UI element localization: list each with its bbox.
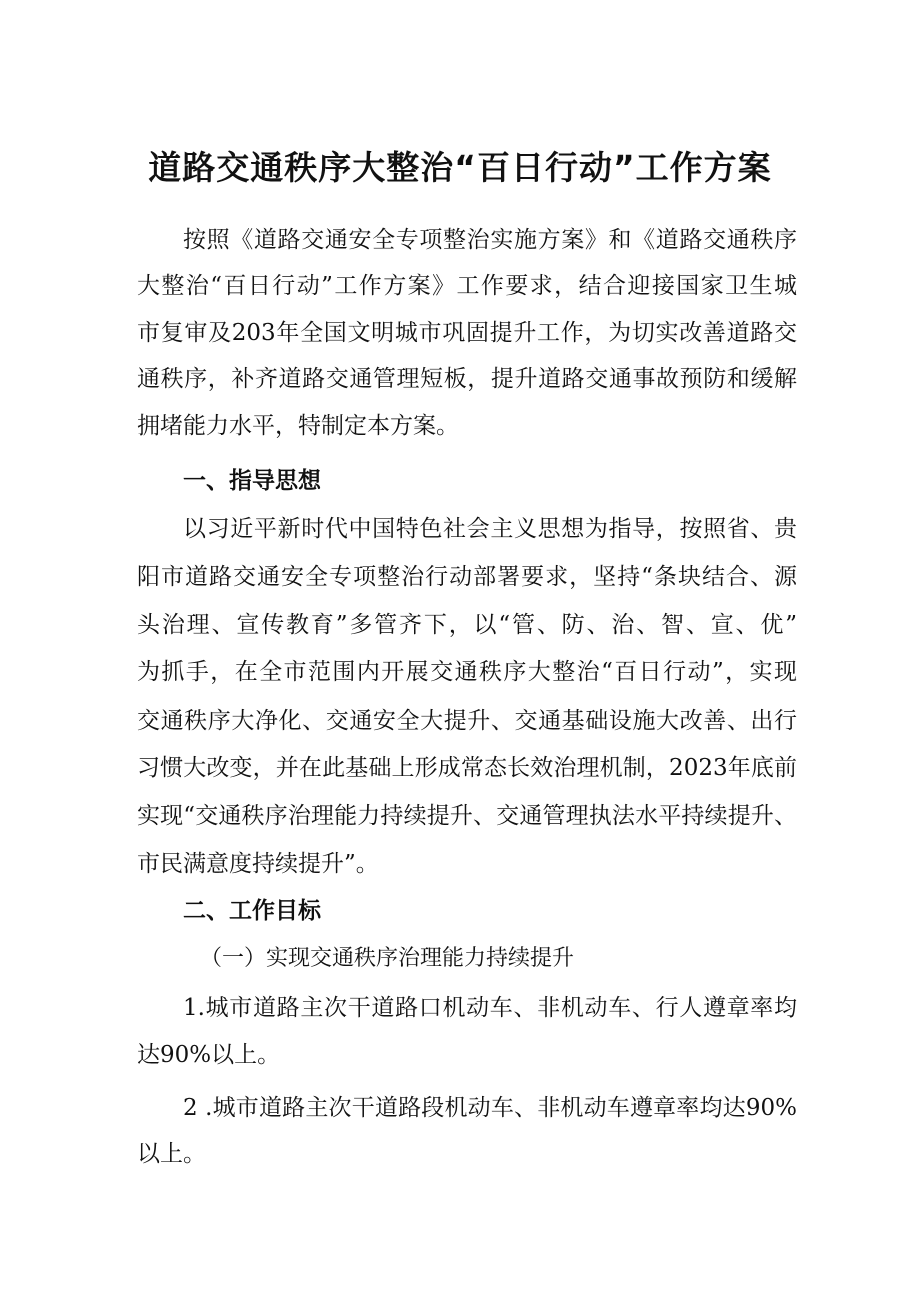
section1-line-5: 交通秩序大净化、交通安全大提升、交通基础设施大改善、出行 bbox=[137, 708, 797, 734]
intro-line-5: 拥堵能力水平，特制定本方案。 bbox=[137, 413, 459, 439]
section2-heading: 二、工作目标 bbox=[183, 898, 321, 924]
intro-line-4: 通秩序，补齐道路交通管理短板，提升道路交通事故预防和缓解 bbox=[137, 366, 797, 392]
section1-line-7: 实现“交通秩序治理能力持续提升、交通管理执法水平持续提升、 bbox=[137, 803, 797, 829]
section2-subheading: （一）实现交通秩序治理能力持续提升 bbox=[200, 946, 575, 971]
goal-item-2-line-2: 以上。 bbox=[137, 1141, 206, 1167]
intro-line-2: 大整治“百日行动”工作方案》工作要求，结合迎接国家卫生城 bbox=[137, 273, 797, 299]
goal-item-1-line-2: 达90%以上。 bbox=[137, 1042, 281, 1068]
document-title: 道路交通秩序大整治“百日行动”工作方案 bbox=[148, 148, 772, 187]
section1-line-3: 头治理、宣传教育”多管齐下，以“管、防、治、智、宣、优” bbox=[137, 612, 797, 638]
intro-line-3: 市复审及203年全国文明城市巩固提升工作，为切实改善道路交 bbox=[137, 320, 797, 346]
section1-line-6: 习惯大改变，并在此基础上形成常态长效治理机制，2023年底前 bbox=[137, 755, 797, 781]
section1-line-2: 阳市道路交通安全专项整治行动部署要求，坚持“条块结合、源 bbox=[137, 564, 797, 590]
goal-item-2-line-1: 2 .城市道路主次干道路段机动车、非机动车遵章率均达90% bbox=[183, 1095, 797, 1121]
section1-heading: 一、指导思想 bbox=[183, 468, 321, 494]
goal-item-1-line-1: 1.城市道路主次干道路口机动车、非机动车、行人遵章率均 bbox=[183, 995, 797, 1021]
section1-line-1: 以习近平新时代中国特色社会主义思想为指导，按照省、贵 bbox=[183, 516, 797, 542]
section1-line-8: 市民满意度持续提升”。 bbox=[137, 851, 379, 877]
intro-line-1: 按照《道路交通安全专项整治实施方案》和《道路交通秩序 bbox=[183, 227, 797, 253]
section1-line-4: 为抓手，在全市范围内开展交通秩序大整治“百日行动”，实现 bbox=[137, 659, 797, 685]
